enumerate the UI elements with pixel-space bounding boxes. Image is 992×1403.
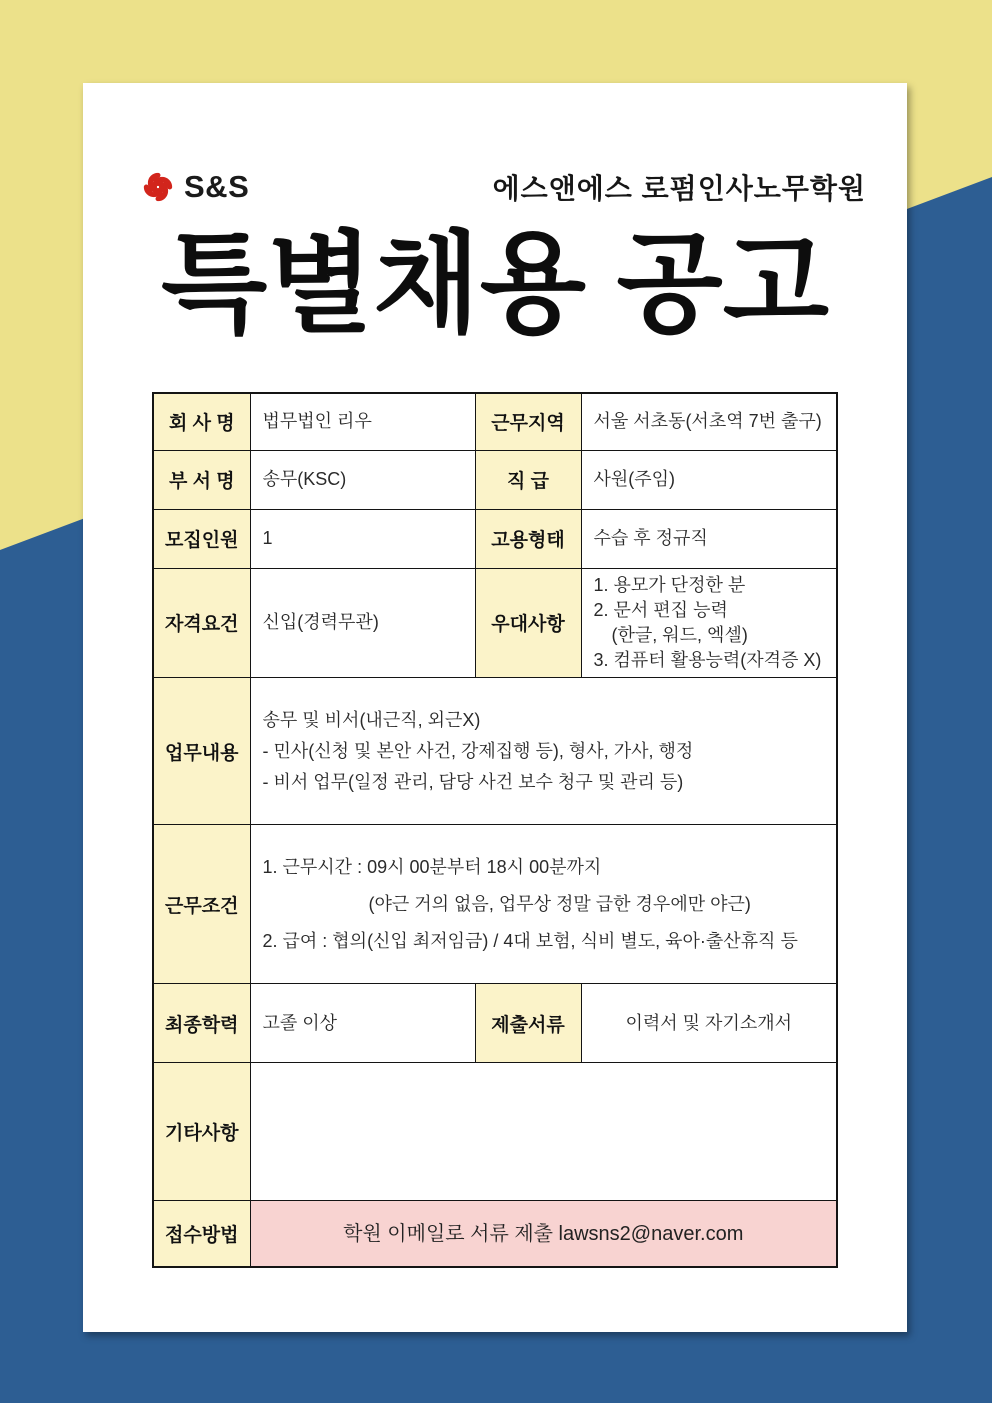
application-method-label: 접수방법 [153,1201,250,1267]
job-description-line: 송무 및 비서(내근직, 외근X) [262,709,481,730]
table-row [153,568,837,678]
academy-name: 에스앤에스 로펌인사노무학원 [492,173,866,204]
work-location-label: 근무지역 [475,393,581,450]
table-row [153,450,837,509]
table-row [153,393,837,450]
preferred-line: (한글, 워드, 엑셀) [611,624,748,645]
preferred-line: 1. 용모가 단정한 분 [593,574,746,595]
page-title: 특별채용 공고 [160,223,830,346]
company-name-value: 법무법인 리우 [250,393,475,450]
documents-label: 제출서류 [475,984,581,1063]
preferred-line: 2. 문서 편집 능력 [593,599,728,620]
headcount-value: 1 [250,509,475,568]
job-description-line: - 비서 업무(일정 관리, 담당 사건 보수 청구 및 관리 등) [262,771,684,792]
department-value: 송무(KSC) [250,450,475,509]
table-row [153,1063,837,1201]
position-rank-label: 직 급 [475,450,581,509]
company-name-label: 회 사 명 [153,393,250,450]
headcount-label: 모집인원 [153,509,250,568]
documents-value: 이력서 및 자기소개서 [581,984,837,1063]
preferred-value [581,568,837,678]
table-row [153,509,837,568]
department-label: 부 서 명 [153,450,250,509]
work-conditions-line: 2. 급여 : 협의(신입 최저임금) / 4대 보험, 식비 별도, 육아·출산휴직 등 [262,930,798,951]
work-location-value: 서울 서초동(서초역 7번 출구) [581,393,837,450]
other-notes-value [250,1063,837,1201]
sns-knot-icon [140,169,176,205]
employment-type-label: 고용형태 [475,509,581,568]
education-value: 고졸 이상 [250,984,475,1063]
sns-logo-text: S&S [184,169,250,204]
preferred-line: 3. 컴퓨터 활용능력(자격증 X) [593,650,822,671]
work-conditions-label: 근무조건 [153,825,250,984]
qualifications-value: 신입(경력무관) [250,568,475,678]
work-conditions-line: 1. 근무시간 : 09시 00분부터 18시 00분까지 [262,856,602,877]
job-details-table [152,392,838,1268]
table-row [153,678,837,825]
table-row [153,825,837,984]
education-label: 최종학력 [153,984,250,1063]
work-conditions-value [250,825,837,984]
poster-card [83,83,907,1332]
employment-type-value: 수습 후 정규직 [581,509,837,568]
application-method-value: 학원 이메일로 서류 제출 lawsns2@naver.com [250,1201,837,1267]
work-conditions-line: (야근 거의 없음, 업무상 정말 급한 경우에만 야근) [368,893,751,914]
qualifications-label: 자격요건 [153,568,250,678]
table-row [153,984,837,1063]
job-description-line: - 민사(신청 및 본안 사건, 강제집행 등), 형사, 가사, 행정 [262,740,694,761]
sns-logo [140,169,249,205]
brand-row [140,163,866,211]
table-row [153,1201,837,1267]
preferred-label: 우대사항 [475,568,581,678]
job-description-label: 업무내용 [153,678,250,825]
other-notes-label: 기타사항 [153,1063,250,1201]
position-rank-value: 사원(주임) [581,450,837,509]
job-description-value [250,678,837,825]
